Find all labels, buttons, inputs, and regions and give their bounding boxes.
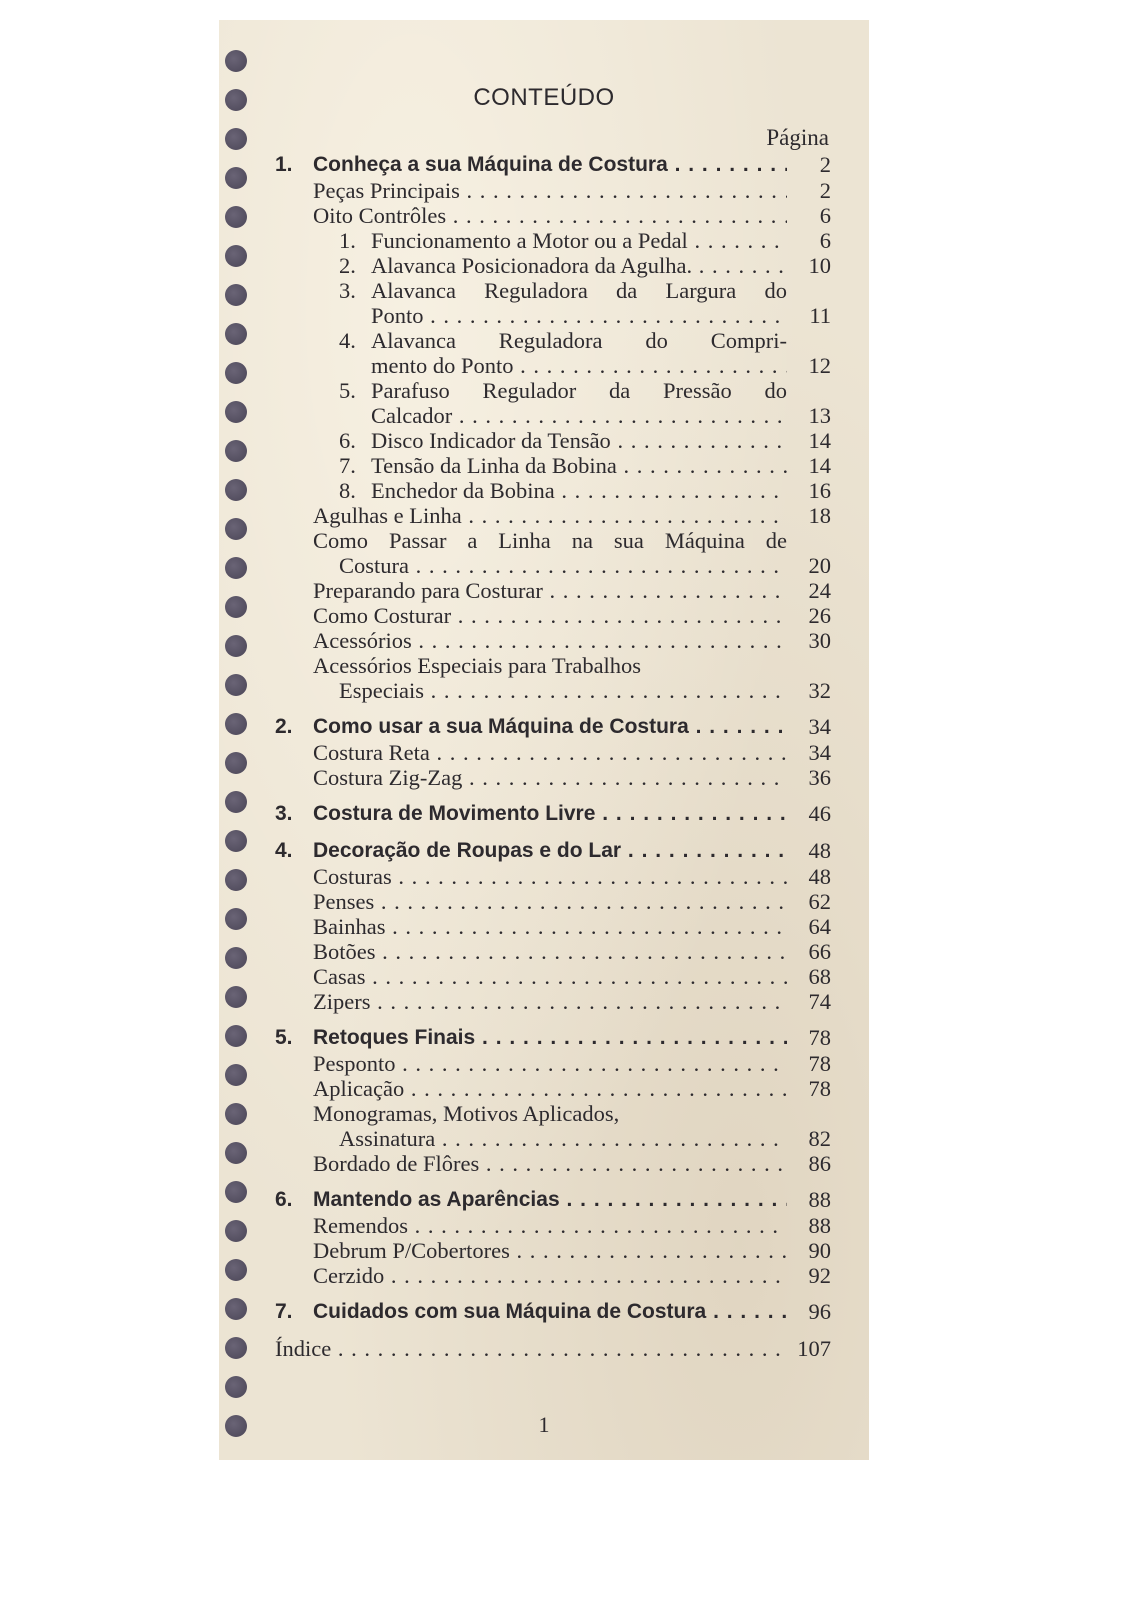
binding-hole [225,128,247,150]
toc-entry-page: 92 [808,1263,831,1288]
binding-hole [225,440,247,462]
toc-entry-number: 4. [275,839,293,862]
binding-hole [225,1220,247,1242]
toc-entry-title: Remendos . . . [313,1213,787,1238]
toc-entry-row [275,628,831,653]
toc-entry-page: 30 [808,628,831,653]
toc-entry-title: Peças Principais . . . [313,178,787,203]
toc-entry-title: Ponto . . . [371,303,787,328]
toc-entry-page: 26 [808,603,831,628]
binding-hole [225,206,247,228]
toc-entry-row [275,303,831,328]
toc-entry-number: 4. [339,328,356,353]
toc-entry-title: Retoques Finais . . . [313,1025,787,1051]
toc-entry-row [275,603,831,628]
toc-entry-page: 6 [819,203,831,228]
toc-section-row [275,1299,831,1325]
toc-entry-row [275,353,831,378]
toc-section-row [275,152,831,178]
toc-entry-title: Alavanca Reguladora do Compri- [371,328,787,353]
binding-hole [225,1337,247,1359]
toc-entry-title: Como Costurar . . . [313,603,787,628]
binding-hole [225,245,247,267]
toc-entry-title: Mantendo as Aparências . . . [313,1187,787,1213]
toc-entry-page: 88 [808,1213,831,1238]
binding-hole [225,791,247,813]
toc-entry-page: 78 [808,1051,831,1076]
toc-entry-row [275,678,831,703]
toc-entry-row [275,428,831,453]
toc-entry-title: Acessórios Especiais para Trabalhos [313,653,642,678]
toc-entry-page: 11 [809,303,831,328]
binding-hole [225,50,247,72]
toc-entry-page: 24 [808,578,831,603]
toc-entry-number: 6. [275,1188,293,1211]
toc-entry-title: Especiais . . . [339,678,787,703]
toc-entry-row [275,864,831,889]
toc-section-row [275,1187,831,1213]
toc-entry-page: 46 [808,801,831,826]
toc-entry-row [275,578,831,603]
toc-entry-page: 66 [808,939,831,964]
page-title: CONTEÚDO [473,84,615,111]
toc-entry-page: 78 [808,1025,831,1050]
toc-entry-page: 12 [808,353,831,378]
toc-entry-row [275,178,831,203]
toc-entry-title: Como Passar a Linha na sua Máquina de [313,528,787,553]
toc-entry-row [275,914,831,939]
toc-entry-row [275,378,831,403]
toc-entry-page: 64 [808,914,831,939]
binding-hole [225,557,247,579]
toc-entry-page: 90 [808,1238,831,1263]
toc-entry-page: 74 [808,989,831,1014]
toc-entry-page: 14 [808,428,831,453]
binding-hole [225,323,247,345]
manual-page [219,20,869,1460]
toc-entry-page: 86 [808,1151,831,1176]
toc-entry-title: Disco Indicador da Tensão . . . [371,428,787,453]
toc-entry-row [275,1263,831,1288]
toc-entry-page: 2 [819,152,831,177]
toc-entry-row [275,328,831,353]
toc-entry-page: 10 [808,253,831,278]
toc-entry-row [275,278,831,303]
binding-hole [225,596,247,618]
toc-entry-row [275,478,831,503]
toc-entry-title: Debrum P/Cobertores . . . [313,1238,787,1263]
toc-entry-page: 48 [808,838,831,863]
toc-entry-page: 96 [808,1299,831,1324]
toc-entry-row [275,528,831,553]
binding-hole [225,830,247,852]
toc-entry-title: Bainhas . . . [313,914,787,939]
toc-entry-number: 7. [275,1300,293,1323]
binding-hole [225,284,247,306]
binding-hole [225,518,247,540]
toc-entry-page: 62 [808,889,831,914]
toc-entry-row [275,1051,831,1076]
toc-entry-page: 18 [808,503,831,528]
toc-entry-row [275,1238,831,1263]
binding-hole [225,986,247,1008]
toc-entry-row [275,740,831,765]
toc-entry-row [275,1336,831,1362]
toc-entry-row [275,1126,831,1151]
toc-entry-title: Costura . . . [339,553,787,578]
toc-section-row [275,838,831,864]
toc-entry-title: Penses . . . [313,889,787,914]
toc-entry-title: Casas . . . [313,964,787,989]
toc-entry-number: 5. [275,1026,293,1049]
toc-entry-title: Assinatura . . . [339,1126,787,1151]
toc-entry-title: Cuidados com sua Máquina de Costura . . . [313,1299,787,1325]
toc-entry-row [275,1213,831,1238]
toc-entry-page: 6 [819,228,831,253]
binding-hole [225,713,247,735]
toc-entry-page: 20 [808,553,831,578]
toc-entry-page: 68 [808,964,831,989]
toc-entry-row [275,653,831,678]
toc-entry-title: mento do Ponto . . . [371,353,787,378]
toc-entry-title: Alavanca Reguladora da Largura do [371,278,787,303]
toc-entry-title: Índice . . . [275,1336,787,1362]
binding-hole [225,1142,247,1164]
binding-hole [225,1181,247,1203]
toc-entry-title: Costuras . . . [313,864,787,889]
toc-entry-title: Zipers . . . [313,989,787,1014]
toc-entry-title: Costura Reta . . . [313,740,787,765]
toc-entry-row [275,964,831,989]
toc-entry-title: Enchedor da Bobina . . . [371,478,787,503]
toc-entry-number: 5. [339,378,356,403]
toc-entry-title: Decoração de Roupas e do Lar . . . [313,838,787,864]
binding-hole [225,635,247,657]
binding-hole [225,1064,247,1086]
toc-entry-row [275,939,831,964]
toc-entry-title: Parafuso Regulador da Pressão do [371,378,787,403]
toc-entry-row [275,553,831,578]
toc-entry-title: Preparando para Costurar . . . [313,578,787,603]
toc-entry-page: 34 [808,740,831,765]
binding-hole [225,1298,247,1320]
toc-entry-number: 1. [339,228,356,253]
toc-entry-title: Conheça a sua Máquina de Costura . . . [313,152,787,178]
binding-hole [225,1025,247,1047]
toc-entry-row [275,253,831,278]
toc-entry-title: Funcionamento a Motor ou a Pedal . . . [371,228,787,253]
toc-entry-title: Oito Contrôles . . . [313,203,787,228]
binding-hole [225,401,247,423]
toc-section-row [275,801,831,827]
toc-entry-title: Monogramas, Motivos Aplicados, [313,1101,620,1126]
toc-entry-title: Pesponto . . . [313,1051,787,1076]
binding-hole [225,752,247,774]
binding-hole [225,1103,247,1125]
binding-hole [225,1376,247,1398]
toc-entry-number: 6. [339,428,356,453]
toc-entry-page: 14 [808,453,831,478]
toc-section-row [275,714,831,740]
toc-entry-row [275,989,831,1014]
toc-entry-row [275,889,831,914]
binding-hole [225,167,247,189]
toc-entry-title: Botões . . . [313,939,787,964]
toc-entry-page: 107 [797,1336,831,1361]
toc-entry-number: 2. [339,253,356,278]
toc-entry-title: Aplicação . . . [313,1076,787,1101]
toc-section-row [275,1025,831,1051]
toc-entry-row [275,228,831,253]
toc-entry-row [275,1151,831,1176]
toc-entry-page: 34 [808,714,831,739]
table-of-contents [275,152,831,1362]
toc-entry-row [275,203,831,228]
toc-entry-page: 88 [808,1187,831,1212]
toc-entry-row [275,453,831,478]
toc-entry-page: 16 [808,478,831,503]
binding-hole [225,947,247,969]
binding-hole [225,479,247,501]
toc-entry-row [275,403,831,428]
binding-hole [225,1259,247,1281]
page-column-label: Página [766,125,829,150]
toc-entry-number: 7. [339,453,356,478]
toc-entry-title: Bordado de Flôres . . . [313,1151,787,1176]
page-number: 1 [538,1412,550,1437]
toc-entry-number: 2. [275,715,293,738]
toc-entry-title: Cerzido . . . [313,1263,787,1288]
toc-entry-title: Tensão da Linha da Bobina . . . [371,453,787,478]
toc-entry-title: Acessórios . . . [313,628,787,653]
toc-entry-title: Agulhas e Linha . . . [313,503,787,528]
toc-entry-page: 2 [819,178,831,203]
toc-entry-row [275,765,831,790]
binding-hole [225,869,247,891]
spiral-binding-holes [219,20,259,1460]
toc-entry-number: 1. [275,153,293,176]
toc-entry-title: Costura Zig-Zag . . . [313,765,787,790]
toc-entry-number: 3. [339,278,356,303]
toc-entry-row [275,1076,831,1101]
toc-entry-page: 48 [808,864,831,889]
toc-entry-number: 3. [275,802,293,825]
toc-entry-title: Calcador . . . [371,403,787,428]
toc-entry-title: Costura de Movimento Livre . . . [313,801,787,827]
binding-hole [225,908,247,930]
toc-entry-page: 36 [808,765,831,790]
toc-entry-page: 82 [808,1126,831,1151]
binding-hole [225,674,247,696]
toc-entry-title: Alavanca Posicionadora da Agulha. . . . [371,253,787,278]
toc-entry-title: Como usar a sua Máquina de Costura . . . [313,714,787,740]
toc-entry-page: 13 [808,403,831,428]
toc-entry-number: 8. [339,478,356,503]
binding-hole [225,362,247,384]
toc-entry-page: 32 [808,678,831,703]
toc-entry-row [275,1101,831,1126]
toc-entry-page: 78 [808,1076,831,1101]
toc-entry-row [275,503,831,528]
